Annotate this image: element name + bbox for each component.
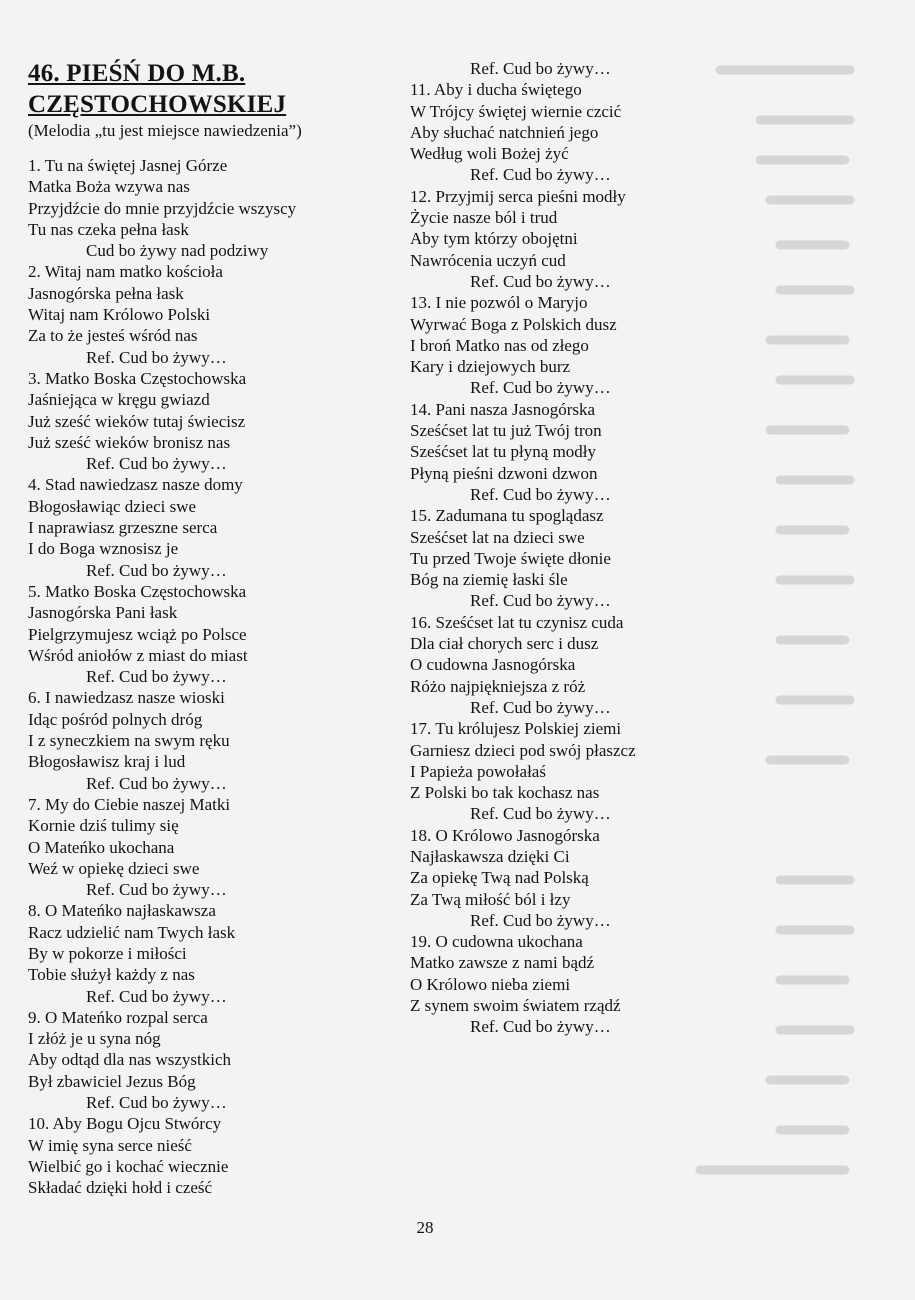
verse-line: W imię syna serce nieść [28, 1135, 192, 1155]
melody-note: (Melodia „tu jest miejsce nawiedzenia”) [28, 121, 302, 140]
verse-line: 17. Tu królujesz Polskiej ziemi [410, 719, 622, 739]
refrain-line: Ref. Cud bo żywy… [470, 697, 611, 717]
verse-line: Sześćset lat tu już Twój tron [410, 421, 602, 441]
verse-line: 16. Sześćset lat tu czynisz cuda [410, 612, 624, 632]
verse-line: 13. I nie pozwól o Maryjo [410, 293, 588, 313]
refrain-line: Ref. Cud bo żywy… [86, 1093, 227, 1113]
refrain-line: Ref. Cud bo żywy… [470, 378, 611, 398]
verse-line: Przyjdźcie do mnie przyjdźcie wszyscy [28, 198, 297, 218]
right-verses [410, 58, 770, 1038]
title-line-2: CZĘSTOCHOWSKIEJ [28, 91, 287, 118]
verse-line: Garniesz dzieci pod swój płaszcz [410, 740, 636, 760]
verse-line: O Królowo nieba ziemi [410, 974, 571, 994]
verse-line: 10. Aby Bogu Ojcu Stwórcy [28, 1114, 222, 1134]
verse-line: 9. O Mateńko rozpal serca [28, 1007, 208, 1027]
verse-line: Pielgrzymujesz wciąż po Polsce [28, 624, 247, 644]
verse-line: 14. Pani nasza Jasnogórska [410, 399, 596, 419]
verse-line: Jasnogórska Pani łask [28, 603, 178, 623]
refrain-line: Ref. Cud bo żywy… [470, 591, 611, 611]
refrain-line: Ref. Cud bo żywy… [470, 804, 611, 824]
verse-line: Idąc pośród polnych dróg [28, 709, 203, 729]
verse-line: Aby odtąd dla nas wszystkich [28, 1050, 232, 1070]
verse-line: Różo najpiękniejsza z róż [410, 676, 586, 696]
verse-line: Składać dzięki hołd i cześć [28, 1178, 213, 1198]
verse-line: Z Polski bo tak kochasz nas [410, 783, 600, 803]
verse-line: Sześćset lat na dzieci swe [410, 527, 585, 547]
verse-line: 7. My do Ciebie naszej Matki [28, 794, 231, 814]
verse-line: Aby słuchać natchnień jego [410, 122, 599, 142]
verse-line: 5. Matko Boska Częstochowska [28, 581, 247, 601]
refrain-line: Ref. Cud bo żywy… [470, 910, 611, 930]
verse-line: Wielbić go i kochać wiecznie [28, 1156, 229, 1176]
verse-line: I broń Matko nas od złego [410, 335, 589, 355]
verse-line: Matka Boża wzywa nas [28, 177, 190, 197]
verse-line: Tobie służył każdy z nas [28, 965, 195, 985]
right-column [410, 58, 770, 1038]
verse-line: Błogosławisz kraj i lud [28, 752, 186, 772]
verse-line: Sześćset lat tu płyną modły [410, 442, 597, 462]
verse-line: Był zbawiciel Jezus Bóg [28, 1071, 196, 1091]
verse-line: Już sześć wieków bronisz nas [28, 432, 231, 452]
verse-line: 15. Zadumana tu spoglądasz [410, 506, 604, 526]
refrain-line: Ref. Cud bo żywy… [86, 986, 227, 1006]
refrain-line: Ref. Cud bo żywy… [470, 1017, 611, 1037]
verse-line: 1. Tu na świętej Jasnej Górze [28, 156, 228, 175]
verse-line: Tu przed Twoje święte dłonie [410, 548, 611, 568]
verse-line: I do Boga wznosisz je [28, 539, 179, 559]
refrain-line: Ref. Cud bo żywy… [86, 454, 227, 474]
verse-line: Tu nas czeka pełna łask [28, 219, 189, 239]
refrain-line: Ref. Cud bo żywy… [86, 667, 227, 687]
verse-line: Weź w opiekę dzieci swe [28, 858, 200, 878]
verse-line: Według woli Bożej żyć [410, 144, 569, 164]
left-verses [28, 155, 408, 1199]
verse-line: Błogosławiąc dzieci swe [28, 496, 197, 516]
verse-line: Jasnogórska pełna łask [28, 283, 184, 303]
verse-line: Bóg na ziemię łaski śle [410, 570, 568, 590]
verse-line: Już sześć wieków tutaj świecisz [28, 411, 246, 431]
refrain-line: Ref. Cud bo żywy… [470, 271, 611, 291]
verse-line: Z synem swoim światem rządź [410, 996, 621, 1016]
verse-line: Wśród aniołów z miast do miast [28, 645, 248, 665]
verse-line: I Papieża powołałaś [410, 761, 546, 781]
verse-line: Kornie dziś tulimy się [28, 816, 179, 836]
refrain-line: Ref. Cud bo żywy… [470, 165, 611, 185]
verse-line: Życie nasze ból i trud [410, 208, 558, 228]
refrain-line: Ref. Cud bo żywy… [470, 484, 611, 504]
verse-line: Kary i dziejowych burz [410, 357, 571, 377]
refrain-line: Ref. Cud bo żywy… [86, 347, 227, 367]
refrain-line: Ref. Cud bo żywy… [86, 773, 227, 793]
verse-line: Najłaskawsza dzięki Ci [410, 846, 570, 866]
verse-line: Racz udzielić nam Twych łask [28, 922, 236, 942]
verse-line: By w pokorze i miłości [28, 943, 187, 963]
page-number: 28 [416, 1218, 434, 1237]
verse-line: 4. Stad nawiedzasz nasze domy [28, 475, 243, 495]
refrain-line: Ref. Cud bo żywy… [86, 560, 227, 580]
refrain-line: Ref. Cud bo żywy… [86, 880, 227, 900]
title-line-1: 46. PIEŚŃ DO M.B. [28, 60, 246, 87]
verse-line: Aby tym którzy obojętni [410, 229, 578, 249]
verse-line: O cudowna Jasnogórska [410, 655, 576, 675]
verse-line: Za Twą miłość ból i łzy [410, 889, 571, 909]
verse-line: 19. O cudowna ukochana [410, 932, 583, 952]
verse-line: 8. O Mateńko najłaskawsza [28, 901, 216, 921]
verse-line: Dla ciał chorych serc i dusz [410, 634, 599, 654]
verse-line: Jaśniejąca w kręgu gwiazd [28, 390, 210, 410]
verse-line: 12. Przyjmij serca pieśni modły [410, 186, 626, 206]
verse-line: I z syneczkiem na swym ręku [28, 731, 230, 751]
verse-line: Płyną pieśni dzwoni dzwon [410, 463, 598, 483]
verse-line: Za to że jesteś wśród nas [28, 326, 198, 346]
verse-line: O Mateńko ukochana [28, 837, 175, 857]
left-column [28, 58, 408, 1199]
verse-line: Wyrwać Boga z Polskich dusz [410, 314, 617, 334]
verse-line: Witaj nam Królowo Polski [28, 305, 211, 325]
verse-line: Za opiekę Twą nad Polską [410, 868, 589, 888]
verse-line: Nawrócenia uczyń cud [410, 250, 566, 270]
verse-line: 11. Aby i ducha świętego [410, 80, 582, 100]
song-title [28, 58, 408, 120]
verse-line: 3. Matko Boska Częstochowska [28, 368, 247, 388]
verse-line: 18. O Królowo Jasnogórska [410, 825, 600, 845]
verse-line: W Trójcy świętej wiernie czcić [410, 101, 622, 121]
verse-line: Matko zawsze z nami bądź [410, 953, 595, 973]
verse-line: I naprawiasz grzeszne serca [28, 518, 218, 538]
verse-line: 6. I nawiedzasz nasze wioski [28, 688, 225, 708]
refrain-line: Cud bo żywy nad podziwy [86, 241, 269, 261]
verse-line: I złóż je u syna nóg [28, 1029, 161, 1049]
refrain-line: Ref. Cud bo żywy… [470, 59, 611, 78]
verse-line: 2. Witaj nam matko kościoła [28, 262, 223, 282]
